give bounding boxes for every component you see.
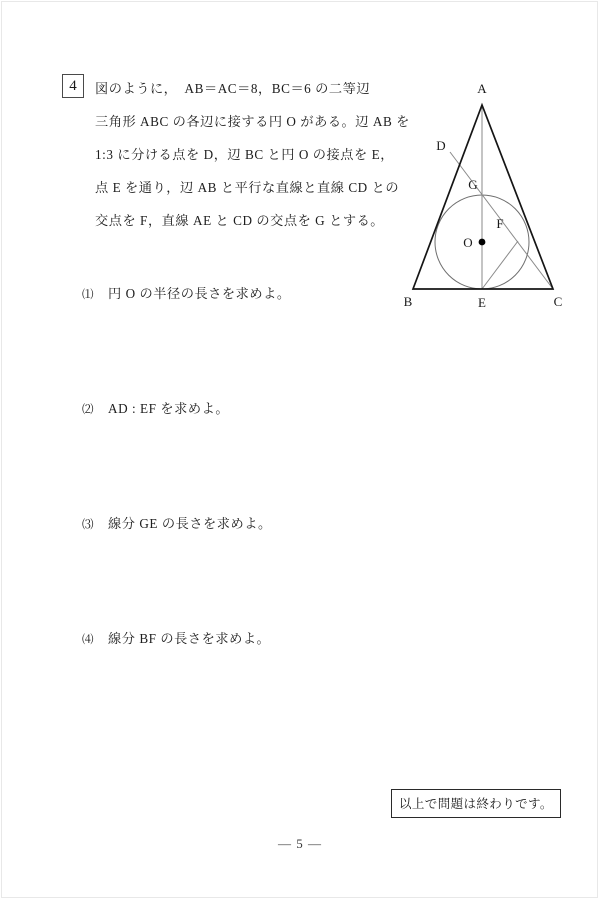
triangle-with-inscribed-circle-diagram [398,70,574,315]
stem-line: 1:3 に分ける点を D，辺 BC と円 O の接点を E， [95,147,394,162]
label-f: F [496,216,504,231]
stem-line: 点 E を通り，辺 AB と平行な直線と直線 CD との [95,180,400,195]
problem-number-box: 4 [62,74,84,98]
problem-stem [95,72,410,237]
geometry-figure [398,70,574,315]
label-o: O [463,235,473,250]
stem-line: 三角形 ABC の各辺に接する円 O がある。辺 AB を [95,114,410,129]
subquestion-1 [82,283,402,302]
label-b: B [403,294,413,309]
subquestion-4 [82,628,402,647]
label-a: A [477,81,487,96]
label-e: E [478,295,486,310]
stem-line: 図のように， AB＝AC＝8，BC＝6 の二等辺 [95,81,371,96]
center-point-o-dot [479,239,486,246]
label-d: D [436,138,446,153]
subquestion-3-number: ⑶ [82,519,95,531]
subquestion-2-number: ⑵ [82,404,95,416]
subquestion-4-text: 線分 BF の長さを求めよ。 [108,631,271,646]
subquestion-1-number: ⑴ [82,289,95,301]
subquestion-3 [82,513,402,532]
subquestion-4-number: ⑷ [82,634,95,646]
page-number: — 5 — [278,836,322,851]
subquestion-2 [82,398,402,417]
subquestion-2-text: AD : EF を求めよ。 [108,401,230,416]
stem-line: 交点を F，直線 AE と CD の交点を G とする。 [95,213,385,228]
subquestion-1-text: 円 O の半径の長さを求めよ。 [108,286,291,301]
end-of-exam-notice: 以上で問題は終わりです。 [391,789,561,818]
line-through-e-parallel-ab [482,241,518,289]
subquestion-3-text: 線分 GE の長さを求めよ。 [108,516,272,531]
label-c: C [553,294,563,309]
label-g: G [468,177,478,192]
